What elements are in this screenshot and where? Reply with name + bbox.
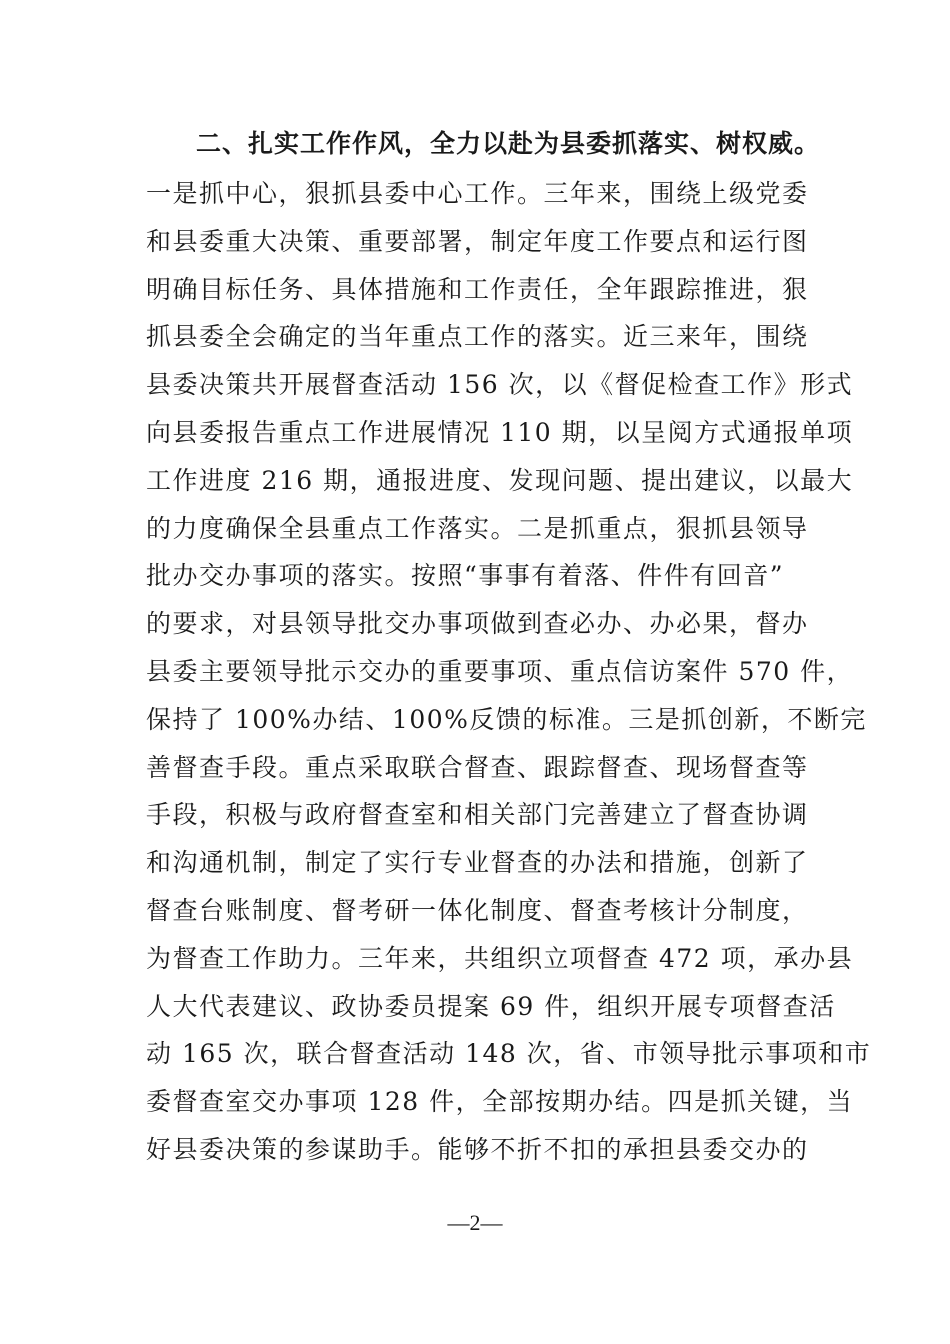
text-line: 的要求，对县领导批交办事项做到查必办、办必果，督办	[146, 609, 809, 639]
text-line: 动 165 次，联合督查活动 148 次，省、市领导批示事项和市	[146, 1039, 872, 1069]
text-line: 为督查工作助力。三年来，共组织立项督查 472 项，承办县	[146, 943, 854, 973]
text-line: 抓县委全会确定的当年重点工作的落实。近三来年，围绕	[146, 322, 809, 352]
text-line: 批办交办事项的落实。按照“事事有着落、件件有回音”	[146, 561, 785, 591]
text-line: 好县委决策的参谋助手。能够不折不扣的承担县委交办的	[146, 1134, 809, 1164]
text-line: 督查台账制度、督考研一体化制度、督查考核计分制度，	[146, 895, 809, 925]
text-line: 和县委重大决策、重要部署，制定年度工作要点和运行图	[146, 226, 809, 256]
text-line: 保持了 100%办结、100%反馈的标准。三是抓创新，不断完	[146, 704, 867, 734]
text-line: 工作进度 216 期，通报进度、发现问题、提出建议，以最大	[146, 465, 854, 495]
body-text	[146, 170, 872, 1174]
text-line: 人大代表建议、政协委员提案 69 件，组织开展专项督查活	[146, 991, 836, 1021]
text-line: 县委决策共开展督查活动 156 次，以《督促检查工作》形式	[146, 370, 854, 400]
text-line: 善督查手段。重点采取联合督查、跟踪督查、现场督查等	[146, 752, 809, 782]
page-number: —2—	[447, 1210, 503, 1235]
text-line: 一是抓中心，狠抓县委中心工作。三年来，围绕上级党委	[146, 179, 809, 208]
text-line: 县委主要领导批示交办的重要事项、重点信访案件 570 件，	[146, 656, 854, 686]
text-line: 和沟通机制，制定了实行专业督查的办法和措施，创新了	[146, 848, 809, 878]
text-line: 明确目标任务、具体措施和工作责任，全年跟踪推进，狠	[146, 274, 809, 304]
text-line: 的力度确保全县重点工作落实。二是抓重点，狠抓县领导	[146, 513, 809, 543]
text-line: 委督查室交办事项 128 件，全部按期办结。四是抓关键，当	[146, 1087, 854, 1117]
text-line: 向县委报告重点工作进展情况 110 期，以呈阅方式通报单项	[146, 417, 854, 447]
text-line: 手段，积极与政府督查室和相关部门完善建立了督查协调	[146, 800, 809, 830]
section-heading: 二、扎实工作作风，全力以赴为县委抓落实、树权威。	[196, 129, 821, 158]
